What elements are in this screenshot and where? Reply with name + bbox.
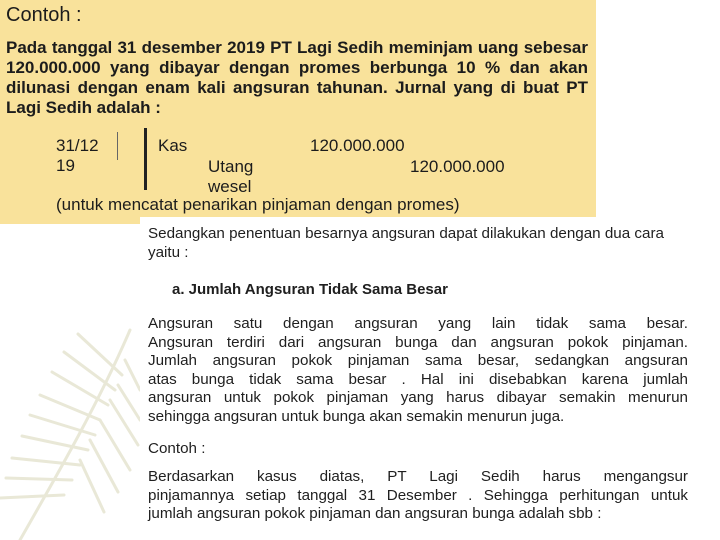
example-heading: Contoh :: [6, 4, 82, 26]
paragraph-line: Jumlah angsuran pokok pinjaman sama besar, sedangkan angsuran: [148, 352, 688, 370]
example-line: 120.000.000 yang dibayar dengan promes berbunga 10 % dan akan: [6, 58, 588, 77]
intro-text: Sedangkan penentuan besarnya angsuran dapat dilakukan dengan dua cara yaitu :: [148, 225, 664, 261]
journal-debit-account: Kas: [158, 136, 188, 155]
journal-credit-amount: 120.000.000: [410, 157, 505, 176]
main-content-box: [140, 217, 696, 540]
paragraph-line: atas bunga tidak sama besar . Hal ini disebabkan karena jumlah: [148, 370, 688, 388]
journal-credit-account: Utang wesel: [208, 157, 254, 196]
paragraph-line: Angsuran satu dengan angsuran yang lain tidak sama besar.: [148, 315, 688, 332]
paragraph-line: sehingga angsuran untuk bunga akan semakin menurun juga.: [148, 407, 565, 425]
explanation-paragraph: [148, 315, 688, 427]
paragraph-line: Berdasarkan kasus diatas, PT Lagi Sedih harus mengangsur: [148, 468, 688, 485]
paragraph-line: pinjamannya setiap tanggal 31 Desember . Sehingga perhitungan untuk: [148, 486, 688, 504]
journal-divider: [144, 128, 147, 190]
example-line: Lagi Sedih adalah :: [6, 98, 161, 117]
case-paragraph: [148, 468, 688, 524]
journal-note: (untuk mencatat penarikan pinjaman dengan promes): [56, 195, 460, 214]
paragraph-line: angsuran untuk pokok pinjaman yang harus dibayar semakin menurun: [148, 389, 688, 407]
example-line: Pada tanggal 31 desember 2019 PT Lagi Sedih meminjam uang sebesar: [6, 38, 588, 57]
journal-date: 31/12 19: [56, 136, 99, 175]
journal-debit-amount: 120.000.000: [310, 136, 405, 155]
example-box: [0, 0, 596, 224]
journal-tick-mark: [117, 132, 118, 160]
example-line: dilunasi dengan enam kali angsuran tahunan. Jurnal yang di buat PT: [6, 78, 588, 97]
contoh-label: Contoh :: [148, 440, 206, 457]
subheading: a. Jumlah Angsuran Tidak Sama Besar: [172, 281, 448, 298]
example-paragraph: [6, 38, 588, 118]
paragraph-line: Angsuran terdiri dari angsuran bunga dan angsuran pokok pinjaman.: [148, 333, 688, 351]
paragraph-line: jumlah angsuran pokok pinjaman dan angsuran bunga adalah sbb :: [148, 505, 602, 523]
